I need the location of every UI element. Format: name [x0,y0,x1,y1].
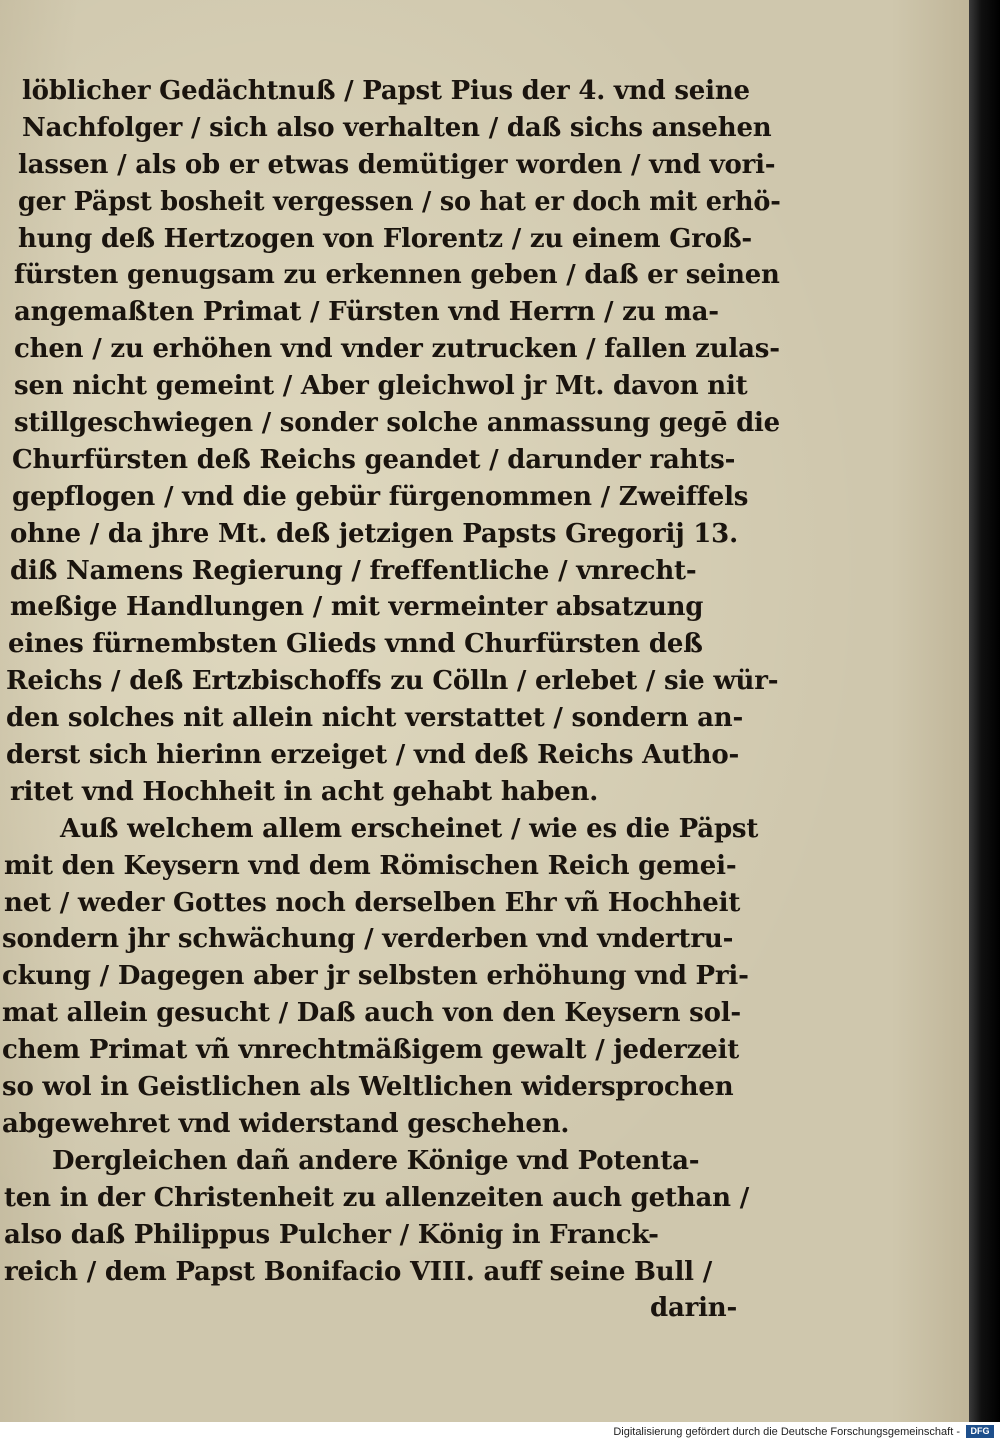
footer [0,1422,1000,1442]
text-line: darin- [650,1293,738,1324]
text-line-content: fürsten genugsam zu erkennen geben / daß er seinen [14,260,780,291]
text-line: lassen / als ob er etwas demütiger worden / vnd vori- [18,149,776,180]
text-line: löblicher Gedächtnuß / Papst Pius der 4. vnd seine [22,76,750,106]
footer-credit: Digitalisierung gefördert durch die Deutsche Forschungsgemeinschaft - [613,1426,960,1438]
text-line: ckung / Dagegen aber jr selbsten erhöhung vnd Pri- [2,961,749,992]
text-line: ten in der Christenheit zu allenzeiten auch gethan / [4,1182,749,1213]
text-line: Dergleichen dañ andere Könige vnd Potenta- [52,1145,700,1176]
text-line: eines fürnembsten Glieds vnnd Churfürsten deß [8,629,703,660]
text-line: chem Primat vñ vnrechtmäßigem gewalt / jederzeit [2,1035,740,1066]
text-line: ritet vnd Hochheit in acht gehabt haben. [10,776,599,807]
text-line: gepflogen / vnd die gebür fürgenommen / Zweiffels [12,481,749,512]
text-line: sen nicht gemeint / Aber gleichwol jr Mt. davon nit [14,371,748,402]
text-line [0,405,800,442]
text-line: Auß welchem allem erscheinet / wie es die Päpst [60,813,759,844]
text-line [0,184,800,221]
text-line: also daß Philippus Pulcher / König in Franck- [4,1219,659,1250]
text-line: meßige Handlungen / mit vermeinter absatzung [10,592,704,623]
text-line: Reichs / deß Ertzbischoffs zu Cölln / erlebet / sie wür- [6,666,779,697]
text-line: mat allein gesucht / Daß auch von den Keysern sol- [2,998,741,1029]
text-line-content: stillgeschwiegen / sonder solche anmassung gegē die [14,408,780,439]
text-line [0,257,800,294]
text-line: den solches nit allein nicht verstattet / sondern an- [6,703,744,734]
dfg-logo: DFG [966,1425,994,1438]
text-line: diß Namens Regierung / freffentliche / vnrecht- [10,555,697,586]
text-line-content: ger Päpst bosheit vergessen / so hat er doch mit erhö- [18,186,781,217]
text-line: Nachfolger / sich also verhalten / daß sichs ansehen [22,112,772,143]
text-line: so wol in Geistlichen als Weltlichen widersprochen [2,1072,734,1103]
text-line: chen / zu erhöhen vnd vnder zutrucken / fallen zulas- [14,334,780,365]
text-line: ohne / da jhre Mt. deß jetzigen Papsts Gregorij 13. [10,518,738,549]
text-line: net / weder Gottes noch derselben Ehr vñ Hochheit [4,887,741,918]
text-line: mit den Keysern vnd dem Römischen Reich gemei- [4,850,737,881]
text-line: abgewehret vnd widerstand geschehen. [2,1108,570,1139]
text-line: derst sich hierinn erzeiget / vnd deß Reichs Autho- [6,740,740,771]
page-edge-shadow [969,0,1000,1422]
text-line: sondern jhr schwächung / verderben vnd vndertru- [2,924,734,955]
text-line: reich / dem Papst Bonifacio VIII. auff seine Bull / [4,1256,713,1287]
text-line: angemaßten Primat / Fürsten vnd Herrn / zu ma- [14,297,719,328]
text-block [0,73,800,1327]
text-line: hung deß Hertzogen von Florentz / zu einem Groß- [18,223,753,254]
text-line: Churfürsten deß Reichs geandet / darunder rahts- [12,444,736,475]
